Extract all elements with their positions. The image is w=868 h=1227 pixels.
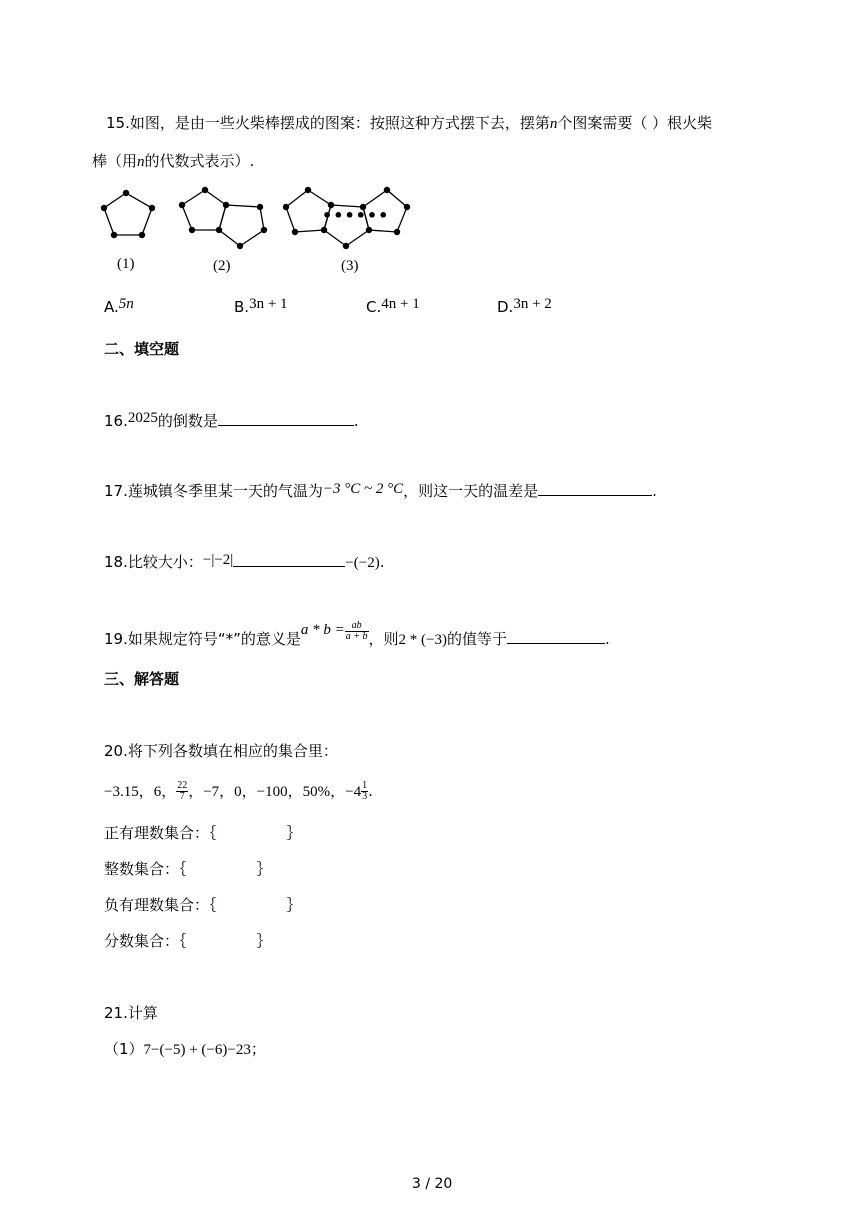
q20-numbers-end: . [368,782,373,800]
q16-text: 的倒数是 [157,412,218,430]
set-integers[interactable] [104,858,272,879]
set-positive-label: 正有理数集合：｛ [104,824,217,842]
set-fractions-label: 分数集合：｛ [104,932,187,950]
q20-title: 20.将下列各数填在相应的集合里： [104,742,338,760]
set-positive-close: ｝ [286,824,302,842]
q16-prefix: 16. [104,412,128,430]
set-negative-rational[interactable] [104,894,302,915]
q15-text-b: 个图案需要（ ）根火柴 [557,114,713,132]
section-solve: 三、解答题 [104,670,180,688]
q17-temp-range: −3 °C ~ 2 °C [322,481,404,497]
set-integers-close: ｝ [256,860,272,878]
q20-frac-den: 7 [179,791,185,802]
q17-answer-blank[interactable] [538,480,652,496]
q20-numbers [104,776,373,806]
q20-mixed-whole: −4 [345,784,362,800]
q15-text-d: 的代数式表示）. [144,152,255,170]
section-fill-in: 二、填空题 [104,340,180,358]
option-c-letter: C. [366,298,382,316]
q20-numbers-a: −3.15，6， [104,784,177,800]
q15-line2 [92,150,254,171]
q18-end: . [379,553,385,571]
set-negative-close: ｝ [286,896,302,914]
q20-numbers-b: ，−7，0，−100，50%， [188,784,346,800]
q18 [104,551,385,572]
q17-end: . [652,482,657,500]
option-c[interactable] [366,298,420,317]
q21-part1-label: （1） [104,1040,144,1058]
q20-mixed-num: 1 [362,780,368,791]
q19-text: 的值等于 [447,630,508,648]
figure-label-3: (3) [341,258,359,274]
pentagon-2a [182,190,226,230]
page-number: 3 / 20 [412,1176,453,1192]
q16-end: . [353,412,359,430]
q16-answer-blank[interactable] [218,410,354,426]
q18-left-expr: −|−2| [202,552,234,568]
q16 [104,410,359,431]
option-d-letter: D. [497,298,514,316]
set-negative-label: 负有理数集合：｛ [104,896,217,914]
set-fractions[interactable] [104,930,272,951]
q19 [104,620,610,650]
q18-right-expr: −(−2) [345,555,380,571]
figure-label-2: (2) [213,258,231,274]
q21-part1-end: ； [250,1040,266,1058]
q19-fraction [345,621,369,642]
figure-label-1: (1) [117,256,135,272]
option-a-letter: A. [104,298,119,316]
q21-part1-expr: 7−(−5) + (−6)−23 [143,1042,251,1058]
q19-frac-den: a + b [345,631,368,642]
set-fractions-close: ｝ [256,932,272,950]
q21-part1 [104,1038,266,1059]
option-c-expr: 4n + 1 [381,296,420,312]
q19-frac-num: ab [345,621,369,632]
q17 [104,480,657,501]
option-d[interactable] [497,298,552,317]
q19-mid: ，则 [368,630,399,648]
option-b[interactable] [234,298,288,317]
q19-prefix: 19.如果规定符号“*”的意义是 [104,630,301,648]
q17-prefix: 17.莲城镇冬季里某一天的气温为 [104,482,323,500]
q20-fraction [176,781,188,802]
ellipsis-dots: •••••• [322,206,390,225]
matchstick-figures [95,180,475,280]
set-positive-rational[interactable] [104,822,302,843]
pentagon-2b [219,205,264,246]
option-a-expr: 5n [118,296,134,312]
q15-var-n2: n [137,154,145,170]
option-b-letter: B. [234,298,250,316]
q18-answer-blank[interactable] [233,551,345,567]
option-a[interactable] [104,298,134,317]
q17-text: ，则这一天的温差是 [403,482,539,500]
q16-number: 2025 [127,410,158,426]
q15-line1 [106,112,712,133]
q20-frac-num: 22 [177,780,188,791]
q19-lhs: a * b = [300,622,345,638]
q21-title: 21.计算 [104,1004,158,1022]
q20-mixed-den: 3 [362,791,368,802]
pentagon-1 [104,193,152,235]
option-b-expr: 3n + 1 [249,296,288,312]
q19-end: . [605,630,610,648]
q15-text-a: 15.如图，是由一些火柴棒摆成的图案：按照这种方式摆下去，摆第 [106,114,550,132]
option-d-expr: 3n + 2 [513,296,552,312]
q15-text-c: 棒（用 [92,152,138,170]
q19-answer-blank[interactable] [507,628,605,644]
set-integers-label: 整数集合：｛ [104,860,187,878]
q19-expr: 2 * (−3) [398,632,447,648]
q18-prefix: 18.比较大小： [104,553,203,571]
q15-var-n: n [549,116,558,132]
